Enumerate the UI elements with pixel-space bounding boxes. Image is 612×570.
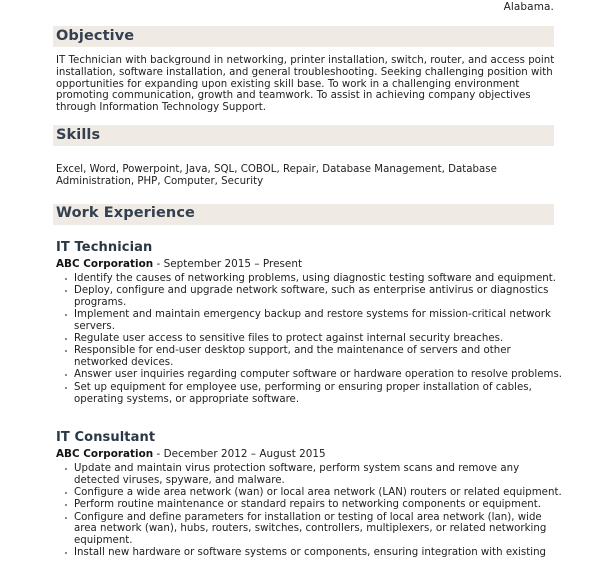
job-bullet: Implement and maintain emergency backup and restore systems for mission-critical network servers. (56, 309, 564, 333)
section-title-skills: Skills (56, 126, 101, 143)
job-bullet: Perform routine maintenance or standard repairs to networking components or equipment. (56, 499, 564, 511)
job-dates: December 2012 – August 2015 (163, 447, 326, 460)
spacer-between-jobs (0, 406, 612, 430)
job-meta (56, 258, 564, 270)
job-bullet-list (56, 463, 564, 559)
section-header-objective (53, 26, 554, 47)
job-entry (56, 430, 564, 559)
job-bullet: Configure and define parameters for installation or testing of local area network (lan), wide area network (wan), hubs, routers, switches, controllers, multiplexers, or related networking equipment. (56, 512, 564, 547)
job-bullet: Deploy, configure and upgrade network software, such as enterprise antivirus or diagnostics programs. (56, 285, 564, 309)
job-meta (56, 448, 564, 460)
spacer-objective-skills (0, 114, 612, 125)
section-title-objective: Objective (56, 27, 135, 44)
job-separator: - (153, 257, 164, 270)
job-company: ABC Corporation (56, 447, 154, 460)
section-header-work-experience (53, 204, 554, 225)
job-bullet: Update and maintain virus protection software, perform system scans and remove any detected viruses, spyware, and malware. (56, 463, 564, 487)
job-bullet: Install new hardware or software systems or components, ensuring integration with existing (56, 547, 564, 559)
job-dates: September 2015 – Present (163, 257, 303, 270)
section-header-skills (53, 125, 554, 146)
contact-location: Alabama. (503, 1, 554, 13)
contact-header-clipped (0, 0, 612, 26)
section-title-work-experience: Work Experience (56, 205, 195, 222)
job-company: ABC Corporation (56, 257, 154, 270)
resume-body (0, 26, 612, 560)
job-title: IT Technician (56, 239, 153, 255)
job-bullet: Regulate user access to sensitive files to protect against internal security breaches. (56, 333, 564, 345)
job-bullet-list (56, 273, 564, 406)
spacer-work-header (0, 225, 612, 240)
job-bullet: Answer user inquiries regarding computer software or hardware operation to resolve problems. (56, 369, 564, 381)
section-body-skills: Excel, Word, Powerpoint, Java, SQL, COBOL, Repair, Database Management, Database Administration, PHP, Computer, Security (56, 163, 497, 187)
job-bullet: Identify the causes of networking problems, using diagnostic testing software and equipment. (56, 273, 564, 285)
job-bullet: Responsible for end-user desktop support, and the maintenance of servers and other networked devices. (56, 345, 564, 369)
spacer-skills-work (0, 188, 612, 204)
job-bullet: Configure a wide area network (wan) or local area network (LAN) routers or related equipment. (56, 487, 564, 499)
section-body-objective: IT Technician with background in networking, printer installation, switch, router, and access point installation, software installation, and general troubleshooting. Seeking challenging position with opportunities for expanding upon existing skill base. To work in a challenging environment promoting communication, growth and teamwork. To assist in achieving company objectives through Information Technology Support. (56, 55, 555, 114)
job-bullet: Set up equipment for employee use, performing or ensuring proper installation of cables, operating systems, or appropriate software. (56, 382, 564, 406)
job-entry (56, 240, 564, 406)
job-separator: - (153, 447, 164, 460)
job-title: IT Consultant (56, 429, 156, 445)
